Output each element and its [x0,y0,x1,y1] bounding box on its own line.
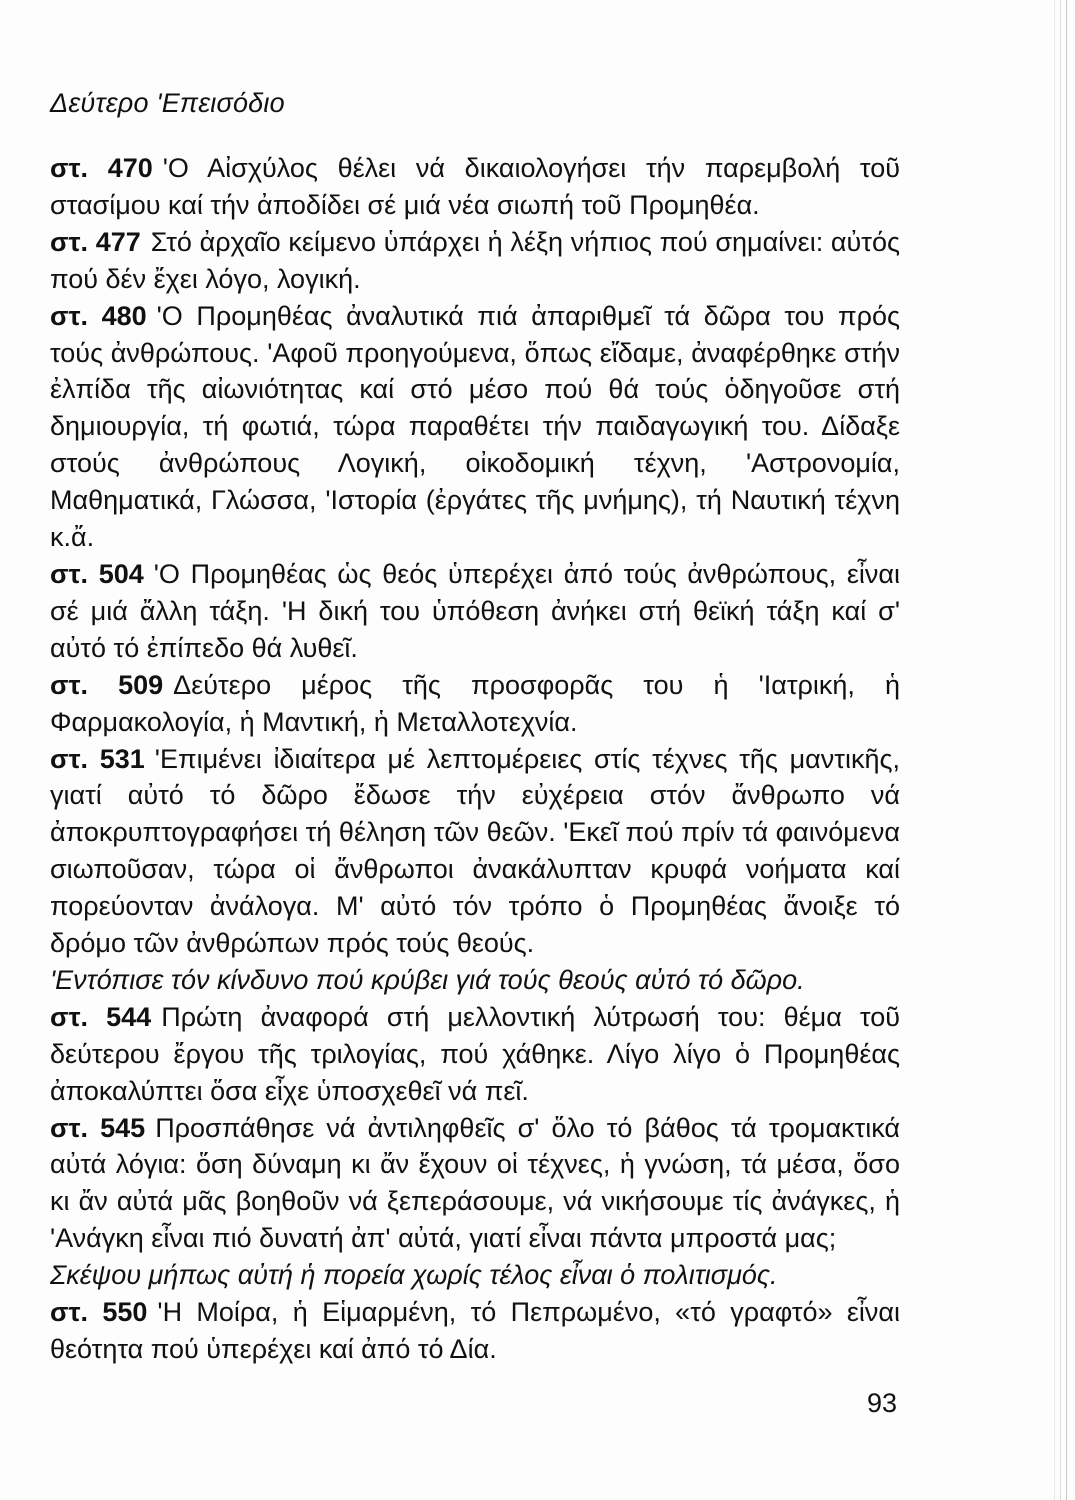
entry-text: 'Ο Αἰσχύλος θέλει νά δικαιολογήσει τήν παρεμβολή τοῦ στασίμου καί τήν ἀποδίδει σέ μιά νέα σιωπή τοῦ Προμηθέα. [50,153,900,220]
entry-504 [50,556,900,667]
entry-550 [50,1294,900,1368]
entry-text: 'Η Μοίρα, ἡ Εἱμαρμένη, τό Πεπρωμένο, «τό γραφτό» εἶναι θεότητα πού ὑπερέχει καί ἀπό τό Δία. [50,1297,900,1364]
entry-text: Προσπάθησε νά ἀντιληφθεῖς σ' ὅλο τό βάθος τά τρομακτικά αὐτά λόγια: ὅση δύναμη κι ἄν ἔχουν οἱ τέχνες, ἡ γνώση, τά μέσα, ὅσο κι ἄν αὐτά μᾶς βοηθοῦν νά ξεπεράσουμε, νά νικήσουμε τίς ἀνάγκες, ἡ 'Ανάγκη εἶναι πιό δυνατή ἀπ' αὐτά, γιατί εἶναι πάντα μπροστά μας; [50,1112,900,1254]
entry-544 [50,999,900,1110]
binding-edge [1060,0,1061,1500]
verse-ref: στ. 480 [50,300,147,331]
verse-ref: στ. 544 [50,1001,152,1032]
entry-note: Σκέψου μήπως αὐτή ἡ πορεία χωρίς τέλος εἶναι ὁ πολιτισμός. [50,1260,778,1291]
verse-ref: στ. 504 [50,558,144,589]
entry-text: Στό ἀρχαῖο κείμενο ὑπάρχει ἡ λέξη νήπιος πού σημαίνει: αὐτός πού δέν ἔχει λόγο, λογική. [50,226,900,294]
entry-text: 'Ο Προμηθέας ἀναλυτικά πιά ἀπαριθμεῖ τά δῶρα του πρός τούς ἀνθρώπους. 'Αφοῦ προηγούμενα, ὅπως εἴδαμε, ἀναφέρθηκε στήν ἐλπίδα τῆς αἰωνιότητας καί στό μέσο πού θά τούς ὁδηγοῦσε στή δημιουργία, τή φωτιά, τώρα παραθέτει τήν παιδαγωγική του. Δίδαξε στούς ἀνθρώπους Λογική, οἰκοδομική τέχνη, 'Αστρονομία, Μαθηματικά, Γλώσσα, 'Ιστορία (ἐργάτες τῆς μνήμης), τή Ναυτική τέχνη κ.ἄ. [50,300,901,553]
running-header: Δεύτερο 'Επεισόδιο [50,88,285,118]
page-number: 93 [866,1388,897,1418]
entry-text: Δεύτερο μέρος τῆς προσφορᾶς του ἡ 'Ιατρική, ἡ Φαρμακολογία, ἡ Μαντική, ἡ Μεταλλοτεχνία. [50,669,900,737]
entry-text: 'Επιμένει ἰδιαίτερα μέ λεπτομέρειες στίς τέχνες τῆς μαντικῆς, γιατί αὐτό τό δῶρο ἔδωσε τήν εὐχέρεια στόν ἄνθρωπο νά ἀποκρυπτογραφήσει τή θέληση τῶν θεῶν. 'Εκεῖ πού πρίν τά φαινόμενα σιωποῦσαν, τώρα οἱ ἄνθρωποι ἀνακάλυπταν κρυφά νοήματα καί πορεύονταν ἀνάλογα. Μ' αὐτό τόν τρόπο ὁ Προμηθέας ἄνοιξε τό δρόμο τῶν ἀνθρώπων πρός τούς θεούς. [50,743,900,959]
entry-text: Πρώτη ἀναφορά στή μελλοντική λύτρωσή του: θέμα τοῦ δεύτερου ἔργου τῆς τριλογίας, πού χάθηκε. Λίγο λίγο ὁ Προμηθέας ἀποκαλύπτει ὅσα εἶχε ὑποσχεθεῖ νά πεῖ. [50,1001,900,1106]
binding-edge [1054,0,1055,1500]
entry-480 [50,298,900,556]
entry-545 [50,1110,900,1258]
verse-ref: στ. 550 [50,1297,148,1328]
entry-note: 'Εντόπισε τόν κίνδυνο πού κρύβει γιά τούς θεούς αὐτό τό δῶρο. [50,964,805,995]
commentary-body [50,150,900,1368]
verse-ref: στ. 509 [50,669,164,700]
verse-ref: στ. 470 [50,153,153,183]
entry-477 [50,224,900,298]
entry-531 [50,741,900,962]
verse-ref: στ. 531 [50,743,145,774]
binding-edge [1066,0,1067,1500]
entry-470 [50,150,900,224]
verse-ref: στ. 545 [50,1112,146,1143]
entry-text: 'Ο Προμηθέας ὡς θεός ὑπερέχει ἀπό τούς ἀνθρώπους, εἶναι σέ μιά ἄλλη τάξη. 'Η δική του ὑπόθεση ἀνήκει στή θεϊκή τάξη καί σ' αὐτό τό ἐπίπεδο θά λυθεῖ. [50,558,900,663]
verse-ref: στ. 477 [50,226,141,257]
entry-509 [50,667,900,741]
